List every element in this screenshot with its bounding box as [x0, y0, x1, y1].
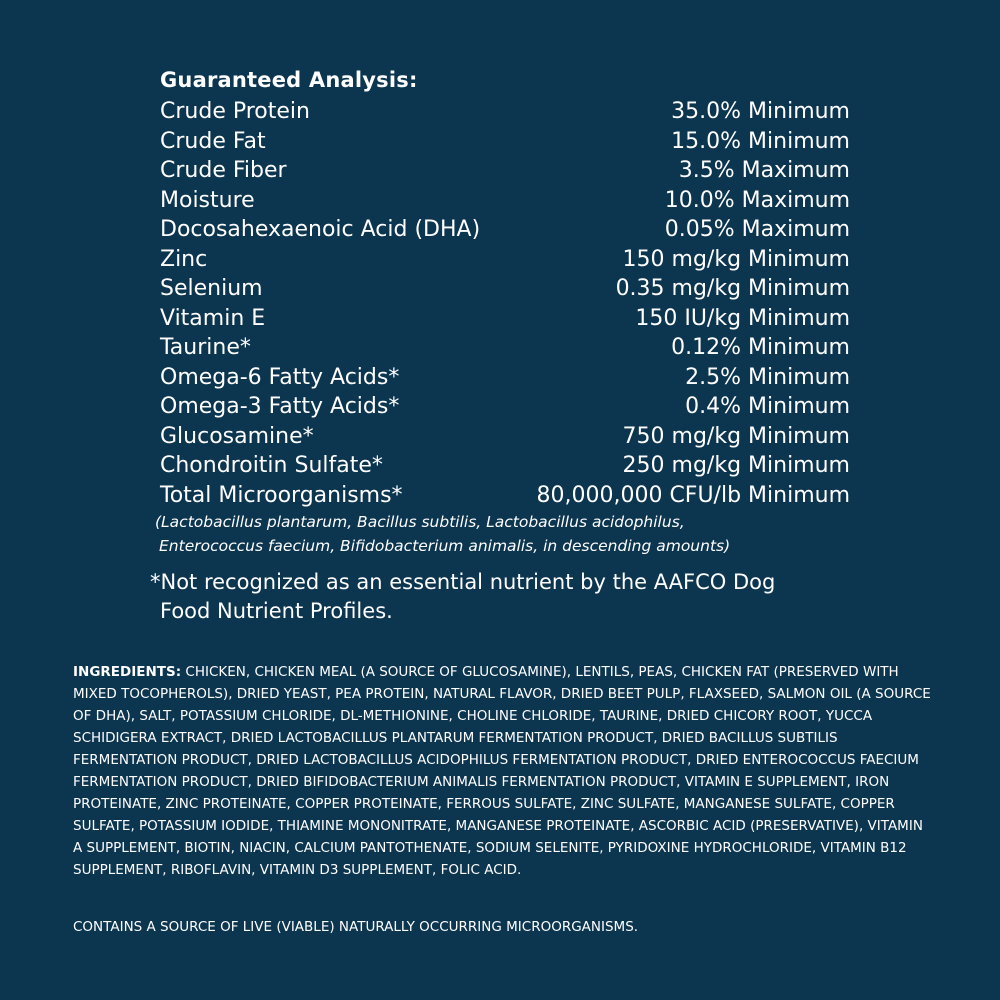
live-microorganisms-note: CONTAINS A SOURCE OF LIVE (VIABLE) NATURALLY OCCURRING MICROORGANISMS.: [73, 919, 639, 935]
aafco-footnote-line: *Not recognized as an essential nutrient by the AAFCO Dog: [150, 570, 776, 594]
analysis-nutrient-name: Selenium: [160, 276, 263, 301]
ingredients-block: [73, 661, 933, 881]
ingredients-list: CHICKEN, CHICKEN MEAL (A SOURCE OF GLUCOSAMINE), LENTILS, PEAS, CHICKEN FAT (PRESERVED WITH MIXED TOCOPHEROLS), DRIED YEAST, PEA PROTEIN, NATURAL FLAVOR, DRIED BEET PULP, FLAXSEED, SALMON OIL (A SOURCE OF DHA), SALT, POTASSIUM CHLORIDE, DL-METHIONINE, CHOLINE CHLORIDE, TAURINE, DRIED CHICORY ROOT, YUCCA SCHIDIGERA EXTRACT, DRIED LACTOBACILLUS PLANTARUM FERMENTATION PRODUCT, DRIED BACILLUS SUBTILIS FERMENTATION PRODUCT, DRIED LACTOBACILLUS ACIDOPHILUS FERMENTATION PRODUCT, DRIED ENTEROCOCCUS FAECIUM FERMENTATION PRODUCT, DRIED BIFIDOBACTERIUM ANIMALIS FERMENTATION PRODUCT, VITAMIN E SUPPLEMENT, IRON PROTEINATE, ZINC PROTEINATE, COPPER PROTEINATE, FERROUS SULFATE, ZINC SULFATE, MANGANESE SULFATE, COPPER SULFATE, POTASSIUM IODIDE, THIAMINE MONONITRATE, MANGANESE PROTEINATE, ASCORBIC ACID (PRESERVATIVE), VITAMIN A SUPPLEMENT, BIOTIN, NIACIN, CALCIUM PANTOTHENATE, SODIUM SELENITE, PYRIDOXINE HYDROCHLORIDE, VITAMIN B12 SUPPLEMENT, RIBOFLAVIN, VITAMIN D3 SUPPLEMENT, FOLIC ACID.: [73, 664, 931, 878]
analysis-row: [160, 362, 850, 392]
analysis-row: [160, 214, 850, 244]
analysis-nutrient-name: Crude Protein: [160, 99, 310, 124]
microorganism-note-line: Enterococcus faecium, Bifidobacterium animalis, in descending amounts): [159, 537, 731, 555]
analysis-nutrient-name: Docosahexaenoic Acid (DHA): [160, 217, 481, 242]
analysis-row: [160, 244, 850, 274]
analysis-nutrient-name: Crude Fat: [160, 128, 266, 154]
analysis-row: [160, 480, 850, 510]
analysis-nutrient-name: Zinc: [160, 246, 208, 272]
guaranteed-analysis-title: Guaranteed Analysis:: [160, 68, 418, 92]
analysis-nutrient-name: Crude Fiber: [160, 158, 287, 183]
ingredients-heading: INGREDIENTS:: [73, 664, 182, 680]
analysis-nutrient-value: 0.35 mg/kg Minimum: [615, 276, 850, 301]
analysis-nutrient-value: 10.0% Maximum: [664, 187, 850, 213]
analysis-nutrient-value: 2.5% Minimum: [685, 364, 850, 390]
analysis-row: [160, 126, 850, 156]
guaranteed-analysis-table: [160, 96, 850, 509]
analysis-row: [160, 332, 850, 362]
analysis-nutrient-value: 0.12% Minimum: [671, 335, 850, 360]
analysis-nutrient-value: 150 IU/kg Minimum: [635, 305, 850, 331]
analysis-row: [160, 421, 850, 451]
microorganism-note: [155, 510, 855, 558]
analysis-nutrient-name: Taurine*: [160, 335, 251, 360]
analysis-nutrient-name: Vitamin E: [160, 305, 266, 331]
analysis-nutrient-value: 250 mg/kg Minimum: [622, 453, 850, 478]
analysis-nutrient-value: 35.0% Minimum: [671, 99, 850, 124]
analysis-nutrient-value: 3.5% Maximum: [678, 158, 850, 183]
aafco-footnote: [150, 568, 850, 626]
analysis-nutrient-name: Omega-3 Fatty Acids*: [160, 394, 400, 419]
analysis-nutrient-value: 0.4% Minimum: [685, 394, 850, 419]
analysis-nutrient-value: 750 mg/kg Minimum: [622, 423, 850, 449]
analysis-row: [160, 155, 850, 185]
analysis-nutrient-name: Total Microorganisms*: [160, 482, 403, 508]
analysis-row: [160, 450, 850, 480]
analysis-nutrient-name: Chondroitin Sulfate*: [160, 453, 383, 478]
analysis-nutrient-value: 150 mg/kg Minimum: [622, 246, 850, 272]
analysis-row: [160, 303, 850, 333]
analysis-row: [160, 273, 850, 303]
aafco-footnote-line: Food Nutrient Profiles.: [160, 599, 393, 623]
analysis-row: [160, 96, 850, 126]
analysis-nutrient-name: Omega-6 Fatty Acids*: [160, 364, 400, 390]
analysis-nutrient-value: 80,000,000 CFU/lb Minimum: [536, 482, 850, 508]
analysis-row: [160, 391, 850, 421]
analysis-nutrient-name: Moisture: [160, 187, 255, 213]
microorganism-note-line: (Lactobacillus plantarum, Bacillus subtilis, Lactobacillus acidophilus,: [155, 513, 685, 531]
analysis-nutrient-value: 0.05% Maximum: [664, 217, 850, 242]
analysis-nutrient-value: 15.0% Minimum: [671, 128, 850, 154]
analysis-nutrient-name: Glucosamine*: [160, 423, 314, 449]
analysis-row: [160, 185, 850, 215]
